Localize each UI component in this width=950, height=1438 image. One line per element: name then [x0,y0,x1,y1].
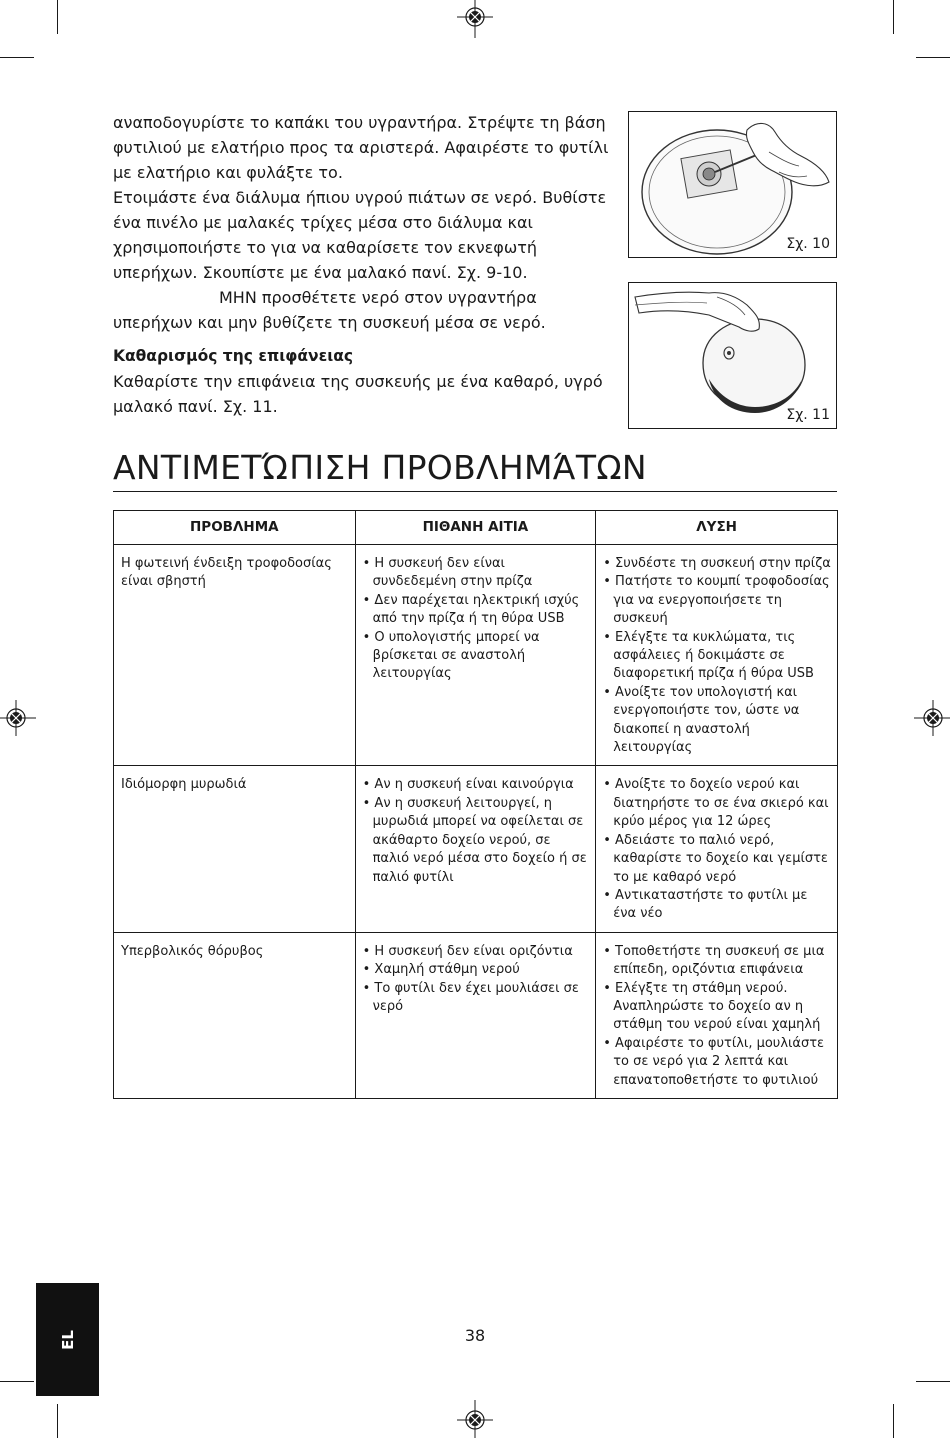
cause-cell [355,932,596,1098]
intro-line: χρησιμοποιήστε το για να καθαρίσετε τον εκνεφωτή [113,238,538,257]
crop-mark [893,1404,894,1438]
cause-item: • Αν η συσκευή λειτουργεί, η μυρωδιά μπορεί να οφείλεται σε ακάθαρτο δοχείο νερού, σε παλιό νερό μέσα στο δοχείο ή σε παλιό φυτίλι [363,795,590,887]
figure-10 [628,111,837,258]
header-cause: ΠΙΘΑΝΗ ΑΙΤΙΑ [355,511,596,545]
solution-cell [596,932,838,1098]
cause-item: • Το φυτίλι δεν έχει μουλιάσει σε νερό [363,980,590,1017]
surface-line: Καθαρίστε την επιφάνεια της συσκευής με ένα καθαρό, υγρό [113,372,603,391]
cause-item: • Χαμηλή στάθμη νερού [363,961,590,979]
crop-mark [916,57,950,58]
solution-cell [596,766,838,932]
registration-mark-left [0,698,40,738]
table-header-row [114,511,838,545]
intro-line: φυτιλιού με ελατήριο προς τα αριστερά. Αφαιρέστε το φυτίλι [113,138,609,157]
registration-mark-bottom [455,1398,495,1438]
crop-mark [57,0,58,34]
section-title: ΑΝΤΙΜΕΤΏΠΙΣΗ ΠΡΟΒΛΗΜΆΤΩΝ [113,448,647,487]
troubleshooting-table [113,510,838,1099]
solution-item: • Αδειάστε το παλιό νερό, καθαρίστε το δοχείο και γεμίστε το με καθαρό νερό [603,832,831,887]
cause-item: • Ο υπολογιστής μπορεί να βρίσκεται σε αναστολή λειτουργίας [363,629,590,684]
registration-mark-right [910,698,950,738]
cause-item: • Η συσκευή δεν είναι συνδεδεμένη στην πρίζα [363,555,590,592]
solution-item: • Ελέγξτε τα κυκλώματα, τις ασφάλειες ή δοκιμάστε σε διαφορετική πρίζα ή θύρα USB [603,629,831,684]
solution-cell [596,545,838,766]
solution-item: • Ελέγξτε τη στάθμη νερού. Αναπληρώστε το δοχείο αν η στάθμη του νερού είναι χαμηλή [603,980,831,1035]
intro-line: με ελατήριο και φυλάξτε το. [113,163,343,182]
solution-item: • Συνδέστε τη συσκευή στην πρίζα [603,555,831,573]
solution-item: • Ανοίξτε το δοχείο νερού και διατηρήστε το σε ένα σκιερό και κρύο μέρος για 12 ώρες [603,776,831,831]
table-row [114,766,838,932]
header-solution: ΛΥΣΗ [596,511,838,545]
solution-item: • Πατήστε το κουμπί τροφοδοσίας για να ενεργοποιήσετε τη συσκευή [603,573,831,628]
table-row [114,932,838,1098]
language-tab-label: EL [58,1329,77,1350]
problem-cell: Ιδιόμορφη μυρωδιά [114,766,356,932]
title-rule [113,491,837,492]
surface-heading: Καθαρισμός της επιφάνειας [113,347,354,365]
page-number: 38 [464,1326,486,1345]
crop-mark [0,1381,34,1382]
cause-cell [355,545,596,766]
problem-cell: Υπερβολικός θόρυβος [114,932,356,1098]
crop-mark [57,1404,58,1438]
cause-item: • Δεν παρέχεται ηλεκτρική ισχύς από την πρίζα ή τη θύρα USB [363,592,590,629]
warning-line: ΜΗΝ προσθέτετε νερό στον υγραντήρα [219,288,537,307]
cause-item: • Η συσκευή δεν είναι οριζόντια [363,943,590,961]
crop-mark [893,0,894,34]
problem-cell: Η φωτεινή ένδειξη τροφοδοσίας είναι σβηστή [114,545,356,766]
crop-mark [916,1381,950,1382]
surface-text [113,369,613,419]
table-row [114,545,838,766]
intro-line: ένα πινέλο με μαλακές τρίχες μέσα στο διάλυμα και [113,213,533,232]
cause-cell [355,766,596,932]
intro-line: υπερήχων και μην βυθίζετε τη συσκευή μέσα σε νερό. [113,313,546,332]
crop-mark [0,57,34,58]
solution-item: • Ανοίξτε τον υπολογιστή και ενεργοποιήστε τον, ώστε να διακοπεί η αναστολή λειτουργίας [603,684,831,758]
registration-mark-top [455,0,495,40]
solution-item: • Αντικαταστήστε το φυτίλι με ένα νέο [603,887,831,924]
surface-line: μαλακό πανί. Σχ. 11. [113,397,278,416]
figure-label: Σχ. 10 [786,236,830,252]
solution-item: • Αφαιρέστε το φυτίλι, μουλιάστε το σε νερό για 2 λεπτά και επανατοποθετήστε το φυτιλιού [603,1035,831,1090]
figure-label: Σχ. 11 [786,407,830,423]
solution-item: • Τοποθετήστε τη συσκευή σε μια επίπεδη, οριζόντια επιφάνεια [603,943,831,980]
figure-11 [628,282,837,429]
intro-line: υπερήχων. Σκουπίστε με ένα μαλακό πανί. Σχ. 9-10. [113,263,528,282]
cause-item: • Αν η συσκευή είναι καινούργια [363,776,590,794]
intro-line: αναποδογυρίστε το καπάκι του υγραντήρα. Στρέψτε τη βάση [113,113,606,132]
intro-text [113,110,613,335]
intro-line: Ετοιμάστε ένα διάλυμα ήπιου υγρού πιάτων σε νερό. Βυθίστε [113,188,607,207]
header-problem: ΠΡΟΒΛΗΜΑ [114,511,356,545]
